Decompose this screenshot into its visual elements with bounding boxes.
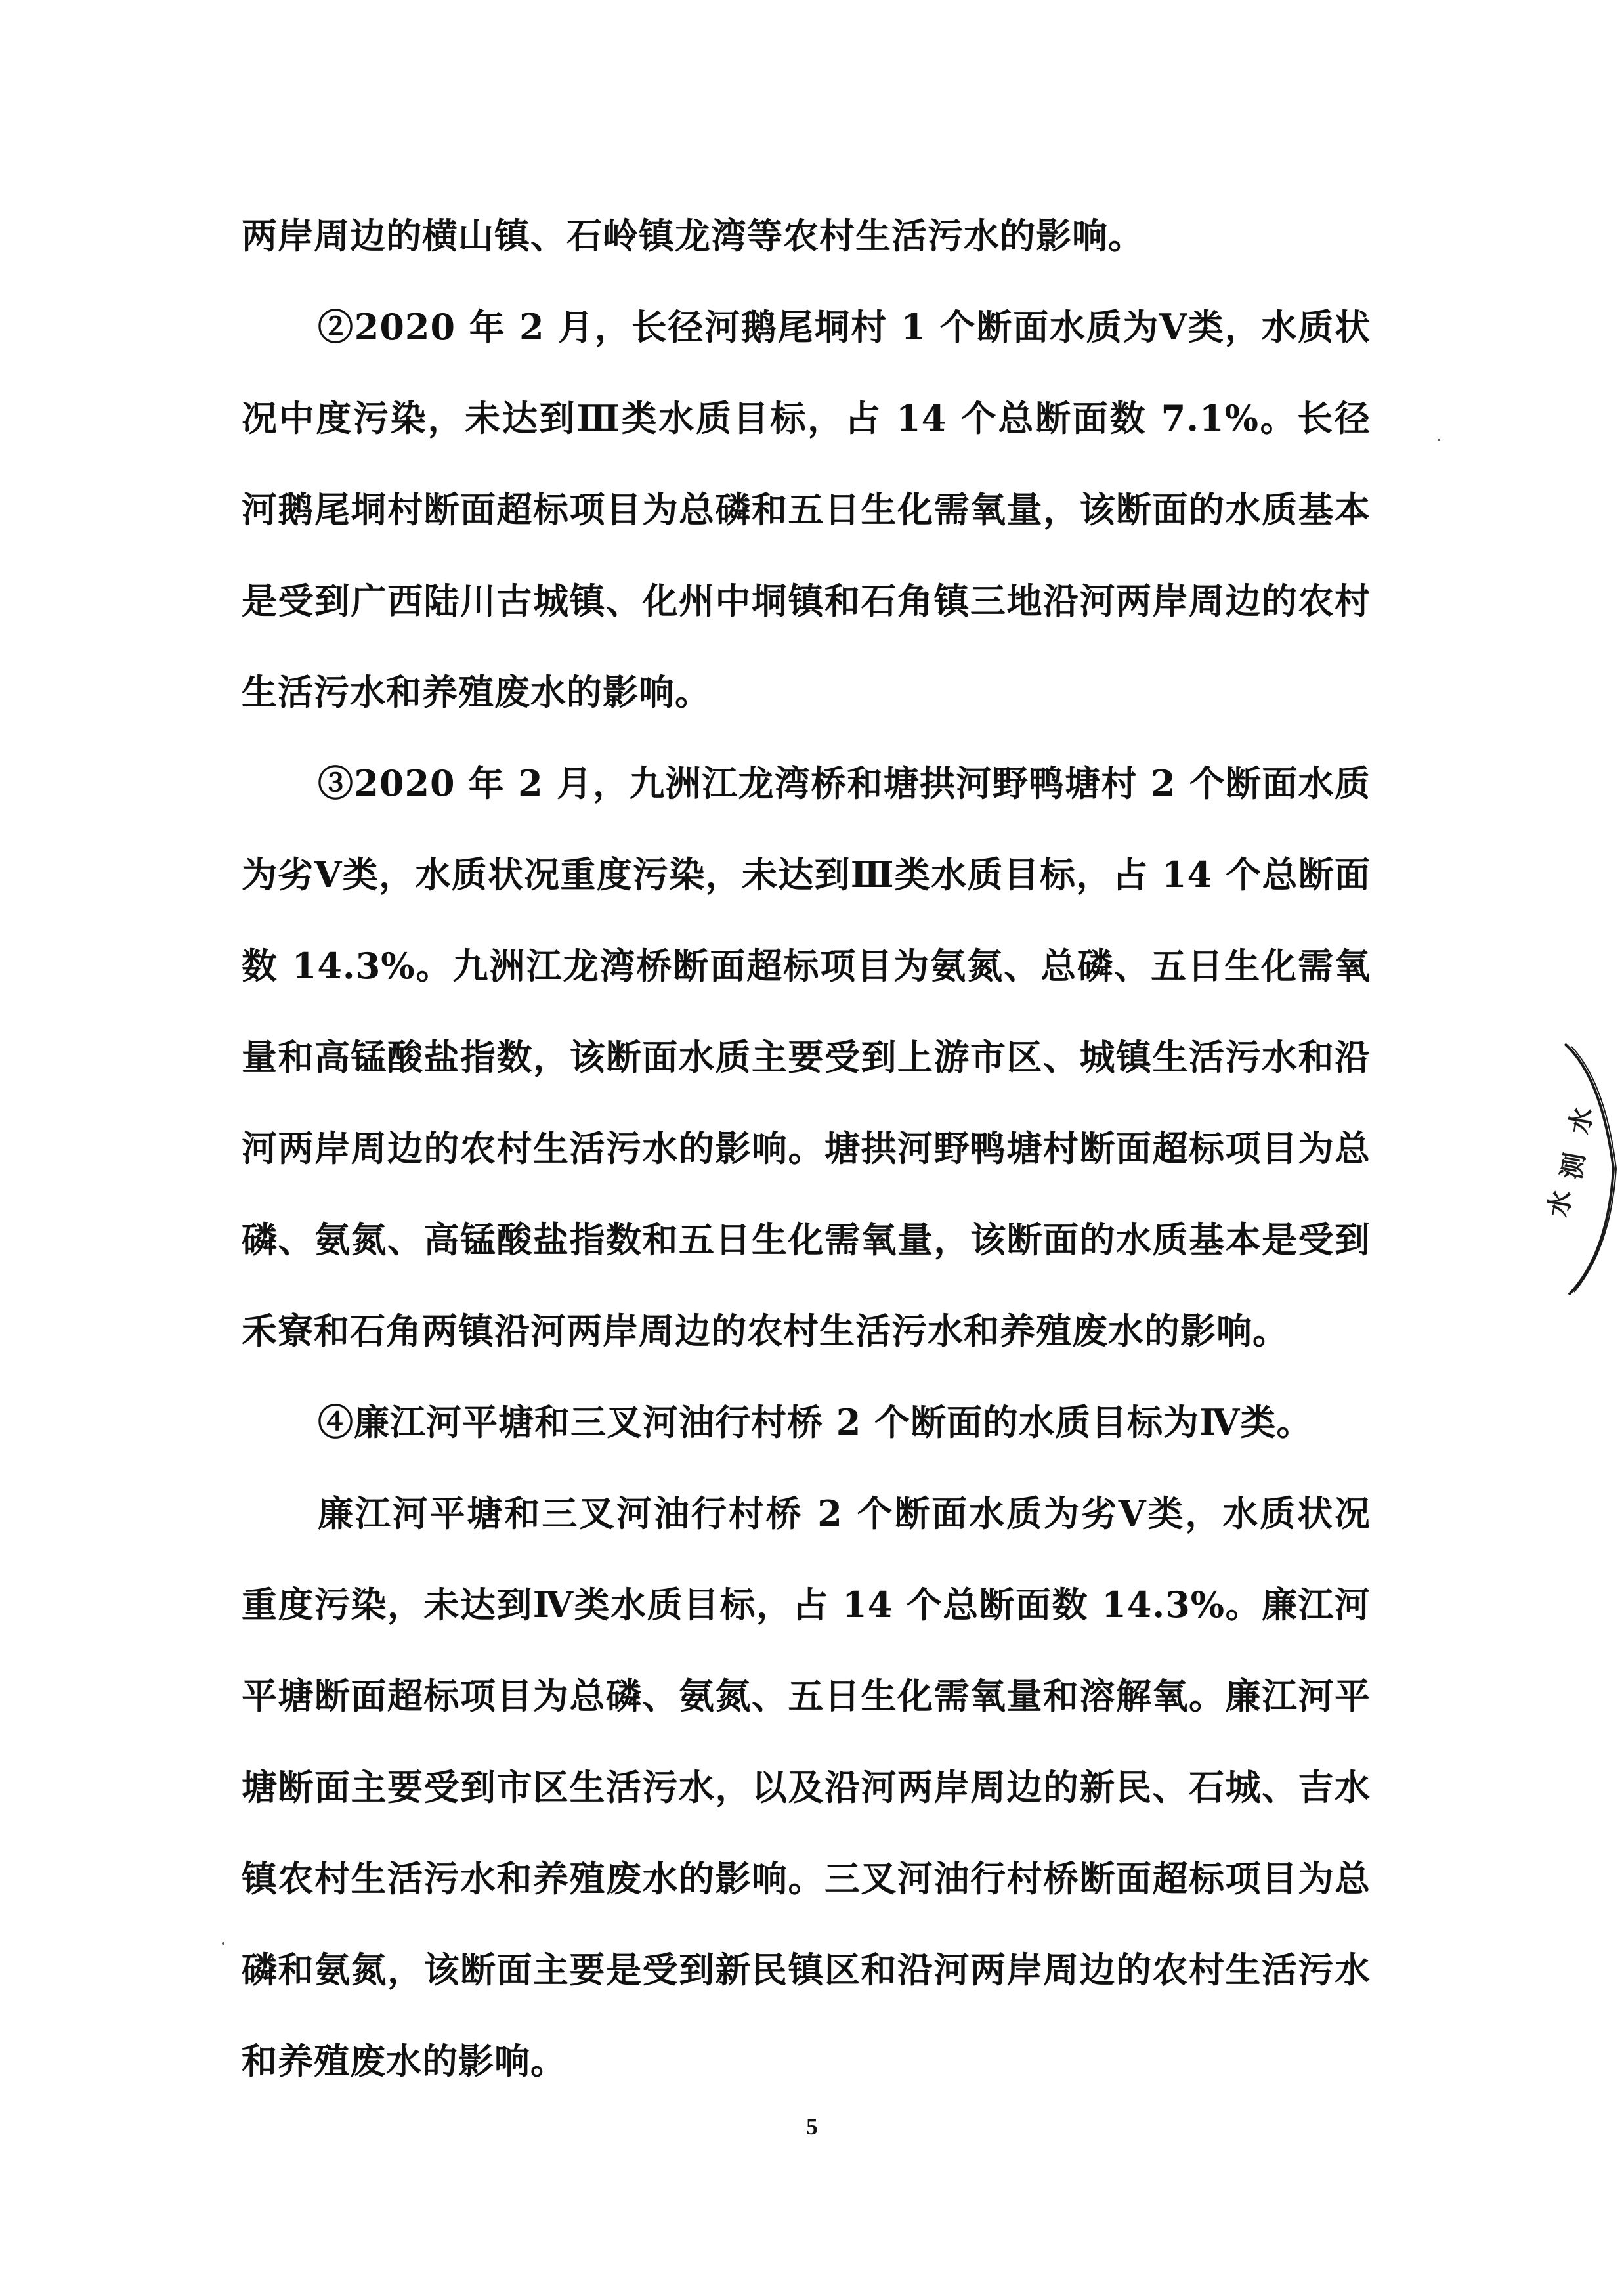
scan-artifact [1438,439,1440,441]
paragraph-1: 两岸周边的横山镇、石岭镇龙湾等农村生活污水的影响。 [242,215,1144,257]
svg-text:水: 水 [1564,1105,1599,1136]
paragraph-3: ③2020 年 2 月，九洲江龙湾桥和塘拱河野鸭塘村 2 个断面水质为劣Ⅴ类，水质状况重度污染，未达到Ⅲ类水质目标，占 14 个总断面数 14.3%。九洲江龙湾桥断面超标项目为氨氮、总磷、五日生化需氧量和高锰酸盐指数，该断面水质主要受到上游市区、城镇生活污水和沿河两岸周边的农村生活污水的影响。塘拱河野鸭塘村断面超标项目为总磷、氨氮、高锰酸盐指数和五日生化需氧量，该断面的水质基本是受到禾寮和石角两镇沿河两岸周边的农村生活污水和养殖废水的影响。 [242,762,1371,1352]
paragraph-4: ④廉江河平塘和三叉河油行村桥 2 个断面的水质目标为Ⅳ类。 [318,1401,1313,1443]
seal-stamp [1543,1037,1621,1300]
svg-text:水: 水 [1543,1188,1578,1220]
paragraph-2: ②2020 年 2 月，长径河鹅尾垌村 1 个断面水质为Ⅴ类，水质状况中度污染，未达到Ⅲ类水质目标，占 14 个总断面数 7.1%。长径河鹅尾垌村断面超标项目为总磷和五日生化需氧量，该断面的水质基本是受到广西陆川古城镇、化州中垌镇和石角镇三地沿河两岸周边的农村生活污水和养殖废水的影响。 [242,306,1371,713]
paragraph-5: 廉江河平塘和三叉河油行村桥 2 个断面水质为劣Ⅴ类，水质状况重度污染，未达到Ⅳ类水质目标，占 14 个总断面数 14.3%。廉江河平塘断面超标项目为总磷、氨氮、五日生化需氧量和溶解氧。廉江河平塘断面主要受到市区生活污水，以及沿河两岸周边的新民、石城、吉水镇农村生活污水和养殖废水的影响。三叉河油行村桥断面超标项目为总磷和氨氮，该断面主要是受到新民镇区和沿河两岸周边的农村生活污水和养殖废水的影响。 [242,1492,1371,2082]
scan-artifact [222,1942,224,1945]
page-number: 5 [806,2113,818,2140]
svg-text:测: 测 [1556,1150,1591,1182]
body-text [242,190,1371,2107]
